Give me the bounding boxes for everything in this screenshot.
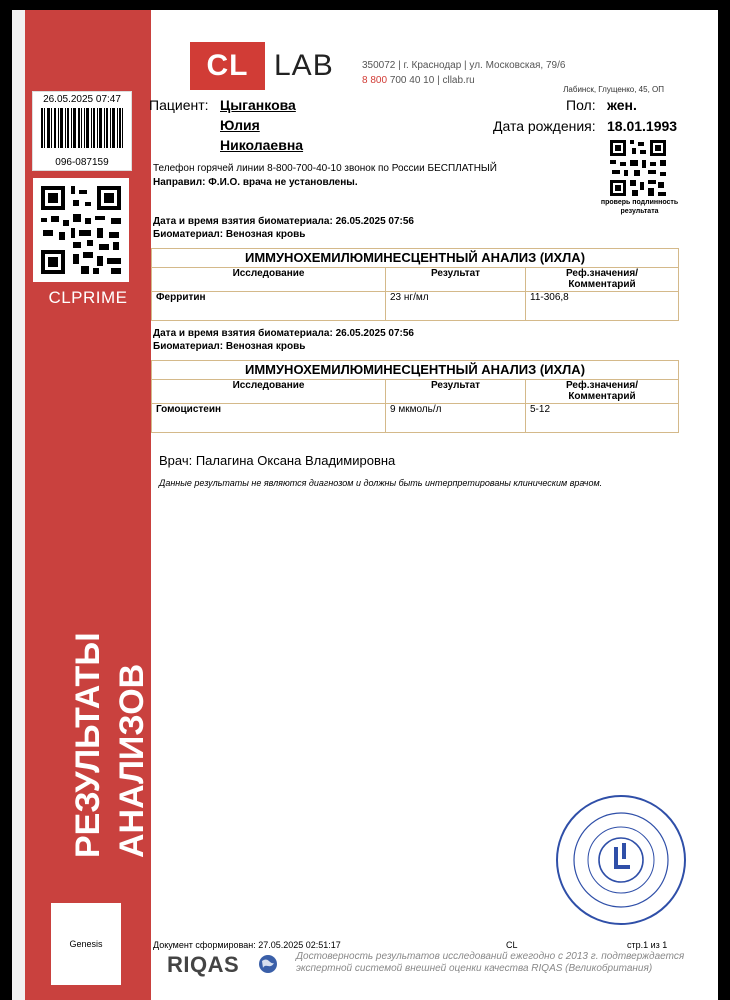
phone-prefix: 8 800 bbox=[362, 75, 388, 86]
col-result-header: Результат bbox=[386, 268, 526, 292]
page-number: стр.1 из 1 bbox=[627, 940, 668, 950]
qr-code-icon bbox=[33, 178, 129, 282]
barcode-date: 26.05.2025 07:47 bbox=[43, 94, 121, 105]
dob-label: Дата рождения: bbox=[493, 118, 596, 134]
section-title: ИММУНОХЕМИЛЮМИНЕСЦЕНТНЫЙ АНАЛИЗ (ИХЛА) bbox=[152, 249, 679, 268]
test-name: Гомоцистеин bbox=[152, 404, 386, 433]
referral-text: Направил: Ф.И.О. врача не установлены. bbox=[153, 177, 358, 188]
results-title-vertical bbox=[66, 632, 154, 858]
riqas-note: Достоверность результатов исследований ежегодно с 2013 г. подтверждается экспертной системой внешней оценки качества RIQAS (Великобритания) bbox=[296, 951, 685, 974]
col-ref-header-line1: Реф.значения/ bbox=[565, 268, 638, 279]
patient-label: Пациент: bbox=[149, 97, 209, 113]
patient-dob: 18.01.1993 bbox=[607, 118, 678, 134]
page-edge bbox=[12, 10, 25, 1000]
col-ref-header bbox=[526, 380, 679, 404]
col-test-header: Исследование bbox=[152, 268, 386, 292]
vertical-title-line2: АНАЛИЗОВ bbox=[113, 663, 151, 858]
genesis-label: Genesis bbox=[69, 939, 103, 949]
verify-qr-icon bbox=[608, 138, 668, 198]
cl-lab-logo bbox=[190, 42, 365, 90]
biomaterial: Биоматериал: Венозная кровь bbox=[153, 341, 306, 352]
disclaimer: Данные результаты не являются диагнозом и должны быть интерпретированы клиническим врачом. bbox=[159, 478, 603, 488]
biomaterial: Биоматериал: Венозная кровь bbox=[153, 229, 306, 240]
barcode-number: 096-087159 bbox=[55, 157, 109, 168]
barcode-label bbox=[32, 91, 132, 171]
qr-caption: проверь подлинность результата bbox=[600, 199, 679, 215]
site-link: | cllab.ru bbox=[437, 75, 475, 86]
col-ref-header-line2: Комментарий bbox=[568, 279, 636, 290]
results-table bbox=[151, 360, 679, 433]
stamp-seal-icon bbox=[554, 793, 688, 927]
genesis-box bbox=[51, 903, 121, 985]
vertical-title-line1: РЕЗУЛЬТАТЫ bbox=[69, 632, 107, 858]
section-title: ИММУНОХЕМИЛЮМИНЕСЦЕНТНЫЙ АНАЛИЗ (ИХЛА) bbox=[152, 361, 679, 380]
test-ref: 11-306,8 bbox=[526, 292, 679, 321]
col-result-header: Результат bbox=[386, 380, 526, 404]
barcode-icon bbox=[41, 108, 123, 148]
patient-sex: жен. bbox=[607, 97, 637, 113]
results-table bbox=[151, 248, 679, 321]
logo-lab: LAB bbox=[274, 49, 334, 82]
sample-datetime: Дата и время взятия биоматериала: 26.05.2025 07:56 bbox=[153, 328, 414, 339]
hotline-text: Телефон горячей линии 8-800-700-40-10 звонок по России БЕСПЛАТНЫЙ bbox=[153, 163, 497, 174]
lab-address: 350072 | г. Краснодар | ул. Московская, 79/6 bbox=[362, 60, 566, 71]
phone-number: 700 40 10 bbox=[389, 75, 435, 86]
doctor-name: Врач: Палагина Оксана Владимировна bbox=[159, 453, 396, 468]
lab-contacts bbox=[362, 75, 475, 86]
test-result: 23 нг/мл bbox=[386, 292, 526, 321]
table-row bbox=[152, 404, 679, 433]
col-test-header: Исследование bbox=[152, 380, 386, 404]
test-result: 9 мкмоль/л bbox=[386, 404, 526, 433]
sex-label: Пол: bbox=[566, 97, 596, 113]
test-name: Ферритин bbox=[152, 292, 386, 321]
clprime-label: CLPRIME bbox=[48, 288, 128, 307]
test-ref: 5-12 bbox=[526, 404, 679, 433]
patient-last-name: Цыганкова bbox=[220, 97, 296, 113]
sample-datetime: Дата и время взятия биоматериала: 26.05.2025 07:56 bbox=[153, 216, 414, 227]
riqas-logo: RIQAS bbox=[167, 952, 240, 977]
col-ref-header-line2: Комментарий bbox=[568, 391, 636, 402]
table-row bbox=[152, 292, 679, 321]
col-ref-header-line1: Реф.значения/ bbox=[565, 380, 638, 391]
report-page bbox=[12, 10, 718, 1000]
footer-cl: CL bbox=[506, 940, 518, 950]
logo-cl: CL bbox=[190, 42, 265, 90]
patient-first-name: Юлия bbox=[220, 117, 260, 133]
generated-date: Документ сформирован: 27.05.2025 02:51:17 bbox=[153, 940, 341, 950]
branch-address: Лабинск, Глущенко, 45, ОП bbox=[563, 85, 664, 94]
globe-icon bbox=[258, 954, 278, 974]
patient-middle-name: Николаевна bbox=[220, 137, 304, 153]
col-ref-header bbox=[526, 268, 679, 292]
